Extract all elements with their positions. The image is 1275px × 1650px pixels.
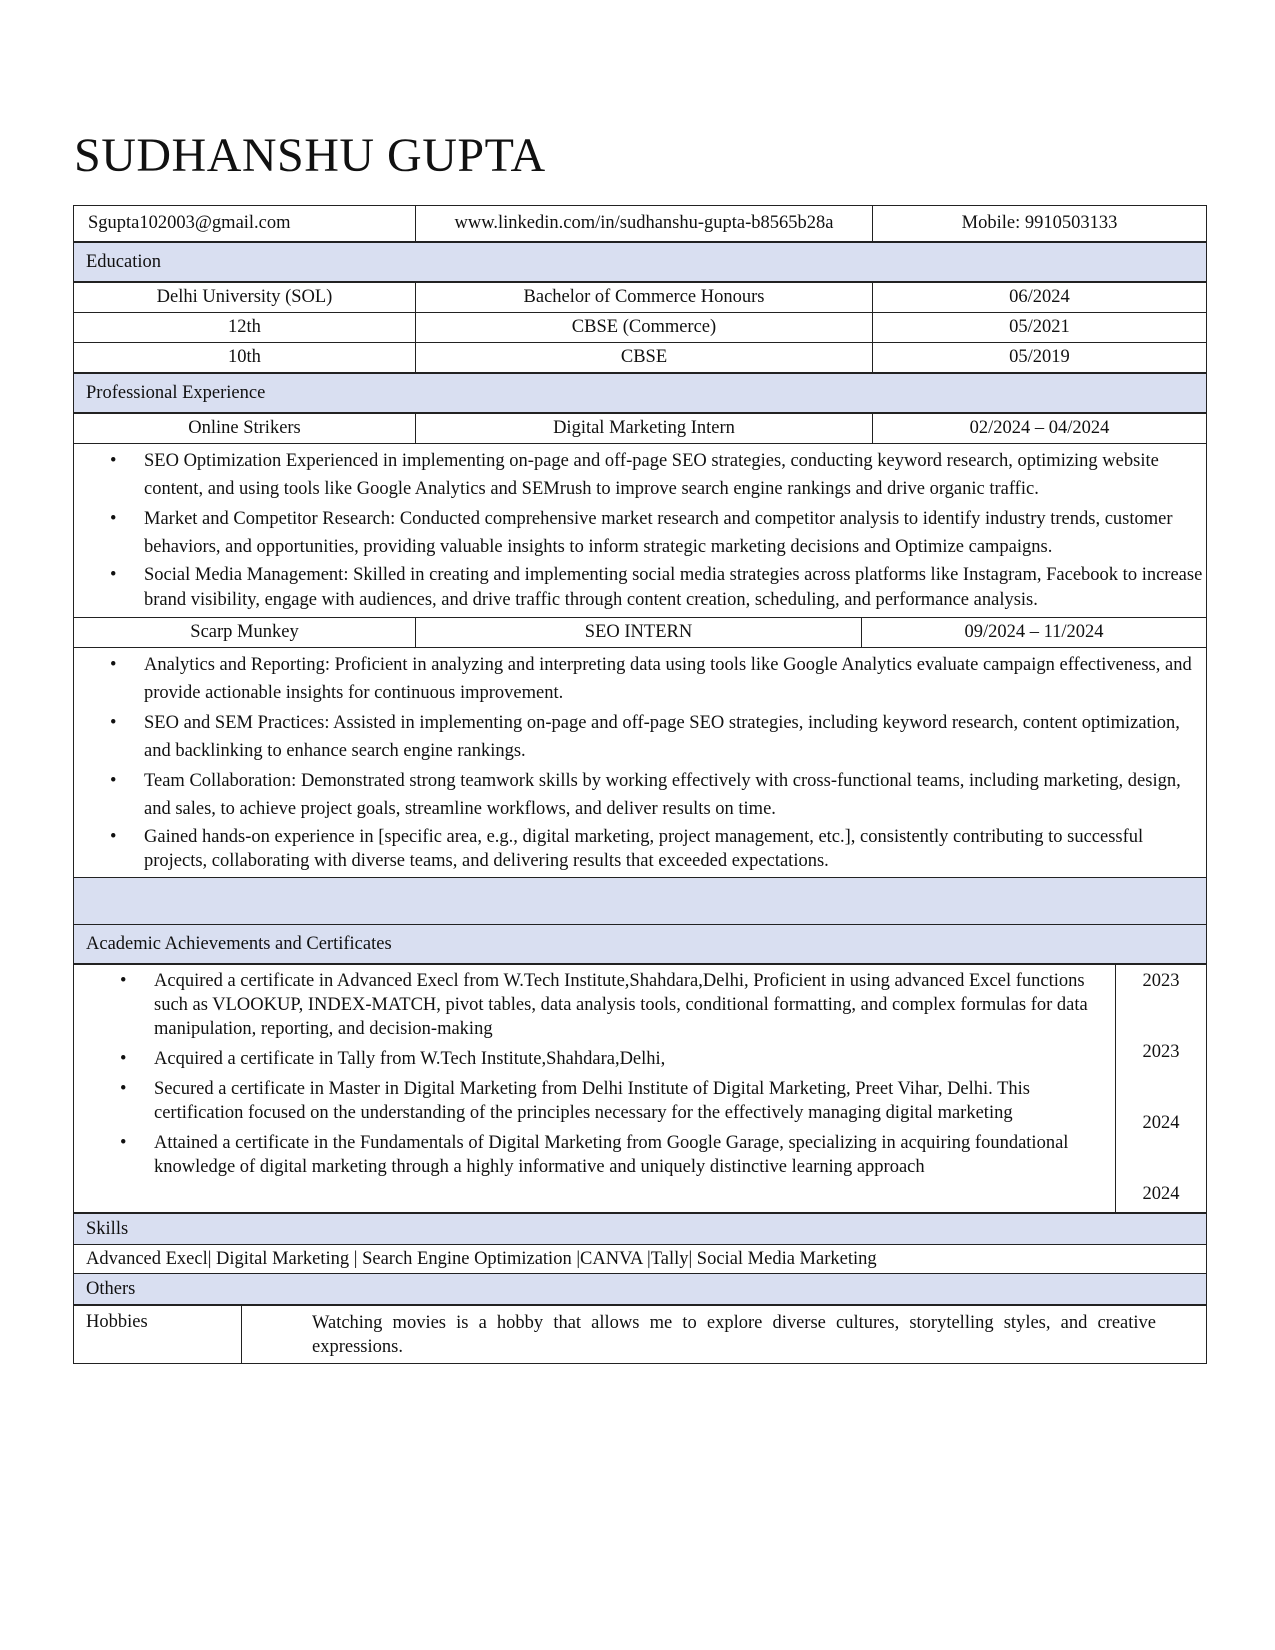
email[interactable]: Sgupta102003@gmail.com	[74, 206, 416, 242]
job-bullet: • SEO and SEM Practices: Assisted in implementing on-page and off-page SEO strategies, including keyword research, content optimization, and backlinking to enhance search engine rankings.	[144, 709, 1206, 765]
education-institution: 10th	[74, 343, 416, 373]
education-degree: CBSE (Commerce)	[416, 313, 873, 343]
job-bullet: • Team Collaboration: Demonstrated strong teamwork skills by working effectively with cross-functional teams, including marketing, design, and sales, to achieve project goals, streamline workflows, and deliver results on time.	[144, 767, 1206, 823]
education-degree: CBSE	[416, 343, 873, 373]
job-bullet: • Gained hands-on experience in [specific area, e.g., digital marketing, project management, etc.], consistently contributing to successful projects, collaborating with diverse teams, and delivering results that exceeded expectations.	[144, 825, 1206, 873]
achievement-year: 2024	[1142, 1113, 1180, 1133]
resume-table	[73, 205, 1207, 1364]
education-row	[74, 343, 1207, 373]
achievement-item: • Secured a certificate in Master in Digital Marketing from Delhi Institute of Digital Marketing, Preet Vihar, Delhi. This certification focused on the understanding of the principles necessary for the effectively managing digital marketing	[154, 1077, 1115, 1125]
linkedin-link[interactable]: www.linkedin.com/in/sudhanshu-gupta-b8565b28a	[416, 206, 873, 242]
job-dates: 09/2024 – 11/2024	[862, 618, 1207, 648]
education-heading: Education	[74, 243, 1207, 282]
job-dates: 02/2024 – 04/2024	[873, 414, 1207, 444]
skills-heading: Skills	[74, 1214, 1207, 1245]
achievements-heading: Academic Achievements and Certificates	[74, 925, 1207, 964]
education-row	[74, 313, 1207, 343]
job-header	[73, 413, 1207, 444]
education-table	[73, 282, 1207, 373]
achievements-table	[73, 964, 1207, 1213]
job-role: SEO INTERN	[416, 618, 862, 648]
job-role: Digital Marketing Intern	[416, 414, 873, 444]
job-bullet: • Analytics and Reporting: Proficient in analyzing and interpreting data using tools like Google Analytics evaluate campaign effectiveness, and provide actionable insights for continuous improvement.	[144, 651, 1206, 707]
hobbies-label: Hobbies	[74, 1306, 242, 1364]
job-bullet: • Social Media Management: Skilled in creating and implementing social media strategies across platforms like Instagram, Facebook to increase brand visibility, engage with audiences, and drive traffic through content creation, scheduling, and performance analysis.	[144, 563, 1206, 613]
skills-list: Advanced Execl| Digital Marketing | Search Engine Optimization |CANVA |Tally| Social Media Marketing	[74, 1245, 1207, 1274]
achievement-year: 2023	[1142, 971, 1180, 991]
mobile: Mobile: 9910503133	[873, 206, 1207, 242]
education-date: 05/2019	[873, 343, 1207, 373]
education-institution: 12th	[74, 313, 416, 343]
education-date: 05/2021	[873, 313, 1207, 343]
job-bullet: • SEO Optimization Experienced in implementing on-page and off-page SEO strategies, conducting keyword research, optimizing website content, and using tools like Google Analytics and SEMrush to improve search engine rankings and drive organic traffic.	[144, 447, 1206, 503]
experience-heading: Professional Experience	[74, 374, 1207, 413]
education-row	[74, 283, 1207, 313]
job-company: Scarp Munkey	[74, 618, 416, 648]
empty-shaded-row	[73, 878, 1207, 924]
candidate-name: SUDHANSHU GUPTA	[74, 129, 546, 182]
others-table	[73, 1305, 1207, 1364]
job-company: Online Strikers	[74, 414, 416, 444]
education-degree: Bachelor of Commerce Honours	[416, 283, 873, 313]
job-bullets	[73, 648, 1207, 878]
contact-row	[73, 205, 1207, 242]
others-heading: Others	[74, 1274, 1207, 1305]
achievement-year: 2023	[1142, 1042, 1180, 1062]
achievement-year: 2024	[1142, 1184, 1180, 1204]
job-bullet: • Market and Competitor Research: Conducted comprehensive market research and competitor analysis to identify industry trends, customer behaviors, and opportunities, providing valuable insights to inform strategic marketing decisions and Optimize campaigns.	[144, 505, 1206, 561]
hobbies-text: Watching movies is a hobby that allows me to explore diverse cultures, storytelling styles, and creative expressions.	[242, 1306, 1207, 1364]
achievement-item: • Acquired a certificate in Advanced Execl from W.Tech Institute,Shahdara,Delhi, Proficient in using advanced Excel functions such as VLOOKUP, INDEX-MATCH, pivot tables, data analysis tools, conditional formatting, and complex formulas for data manipulation, reporting, and decision-making	[154, 969, 1115, 1041]
achievement-item: • Acquired a certificate in Tally from W.Tech Institute,Shahdara,Delhi,	[154, 1047, 1115, 1071]
achievement-item: • Attained a certificate in the Fundamentals of Digital Marketing from Google Garage, specializing in acquiring foundational knowledge of digital marketing through a highly informative and uniquely distinctive learning approach	[154, 1131, 1115, 1179]
education-institution: Delhi University (SOL)	[74, 283, 416, 313]
job-bullets	[73, 444, 1207, 617]
job-header	[73, 617, 1207, 648]
education-date: 06/2024	[873, 283, 1207, 313]
